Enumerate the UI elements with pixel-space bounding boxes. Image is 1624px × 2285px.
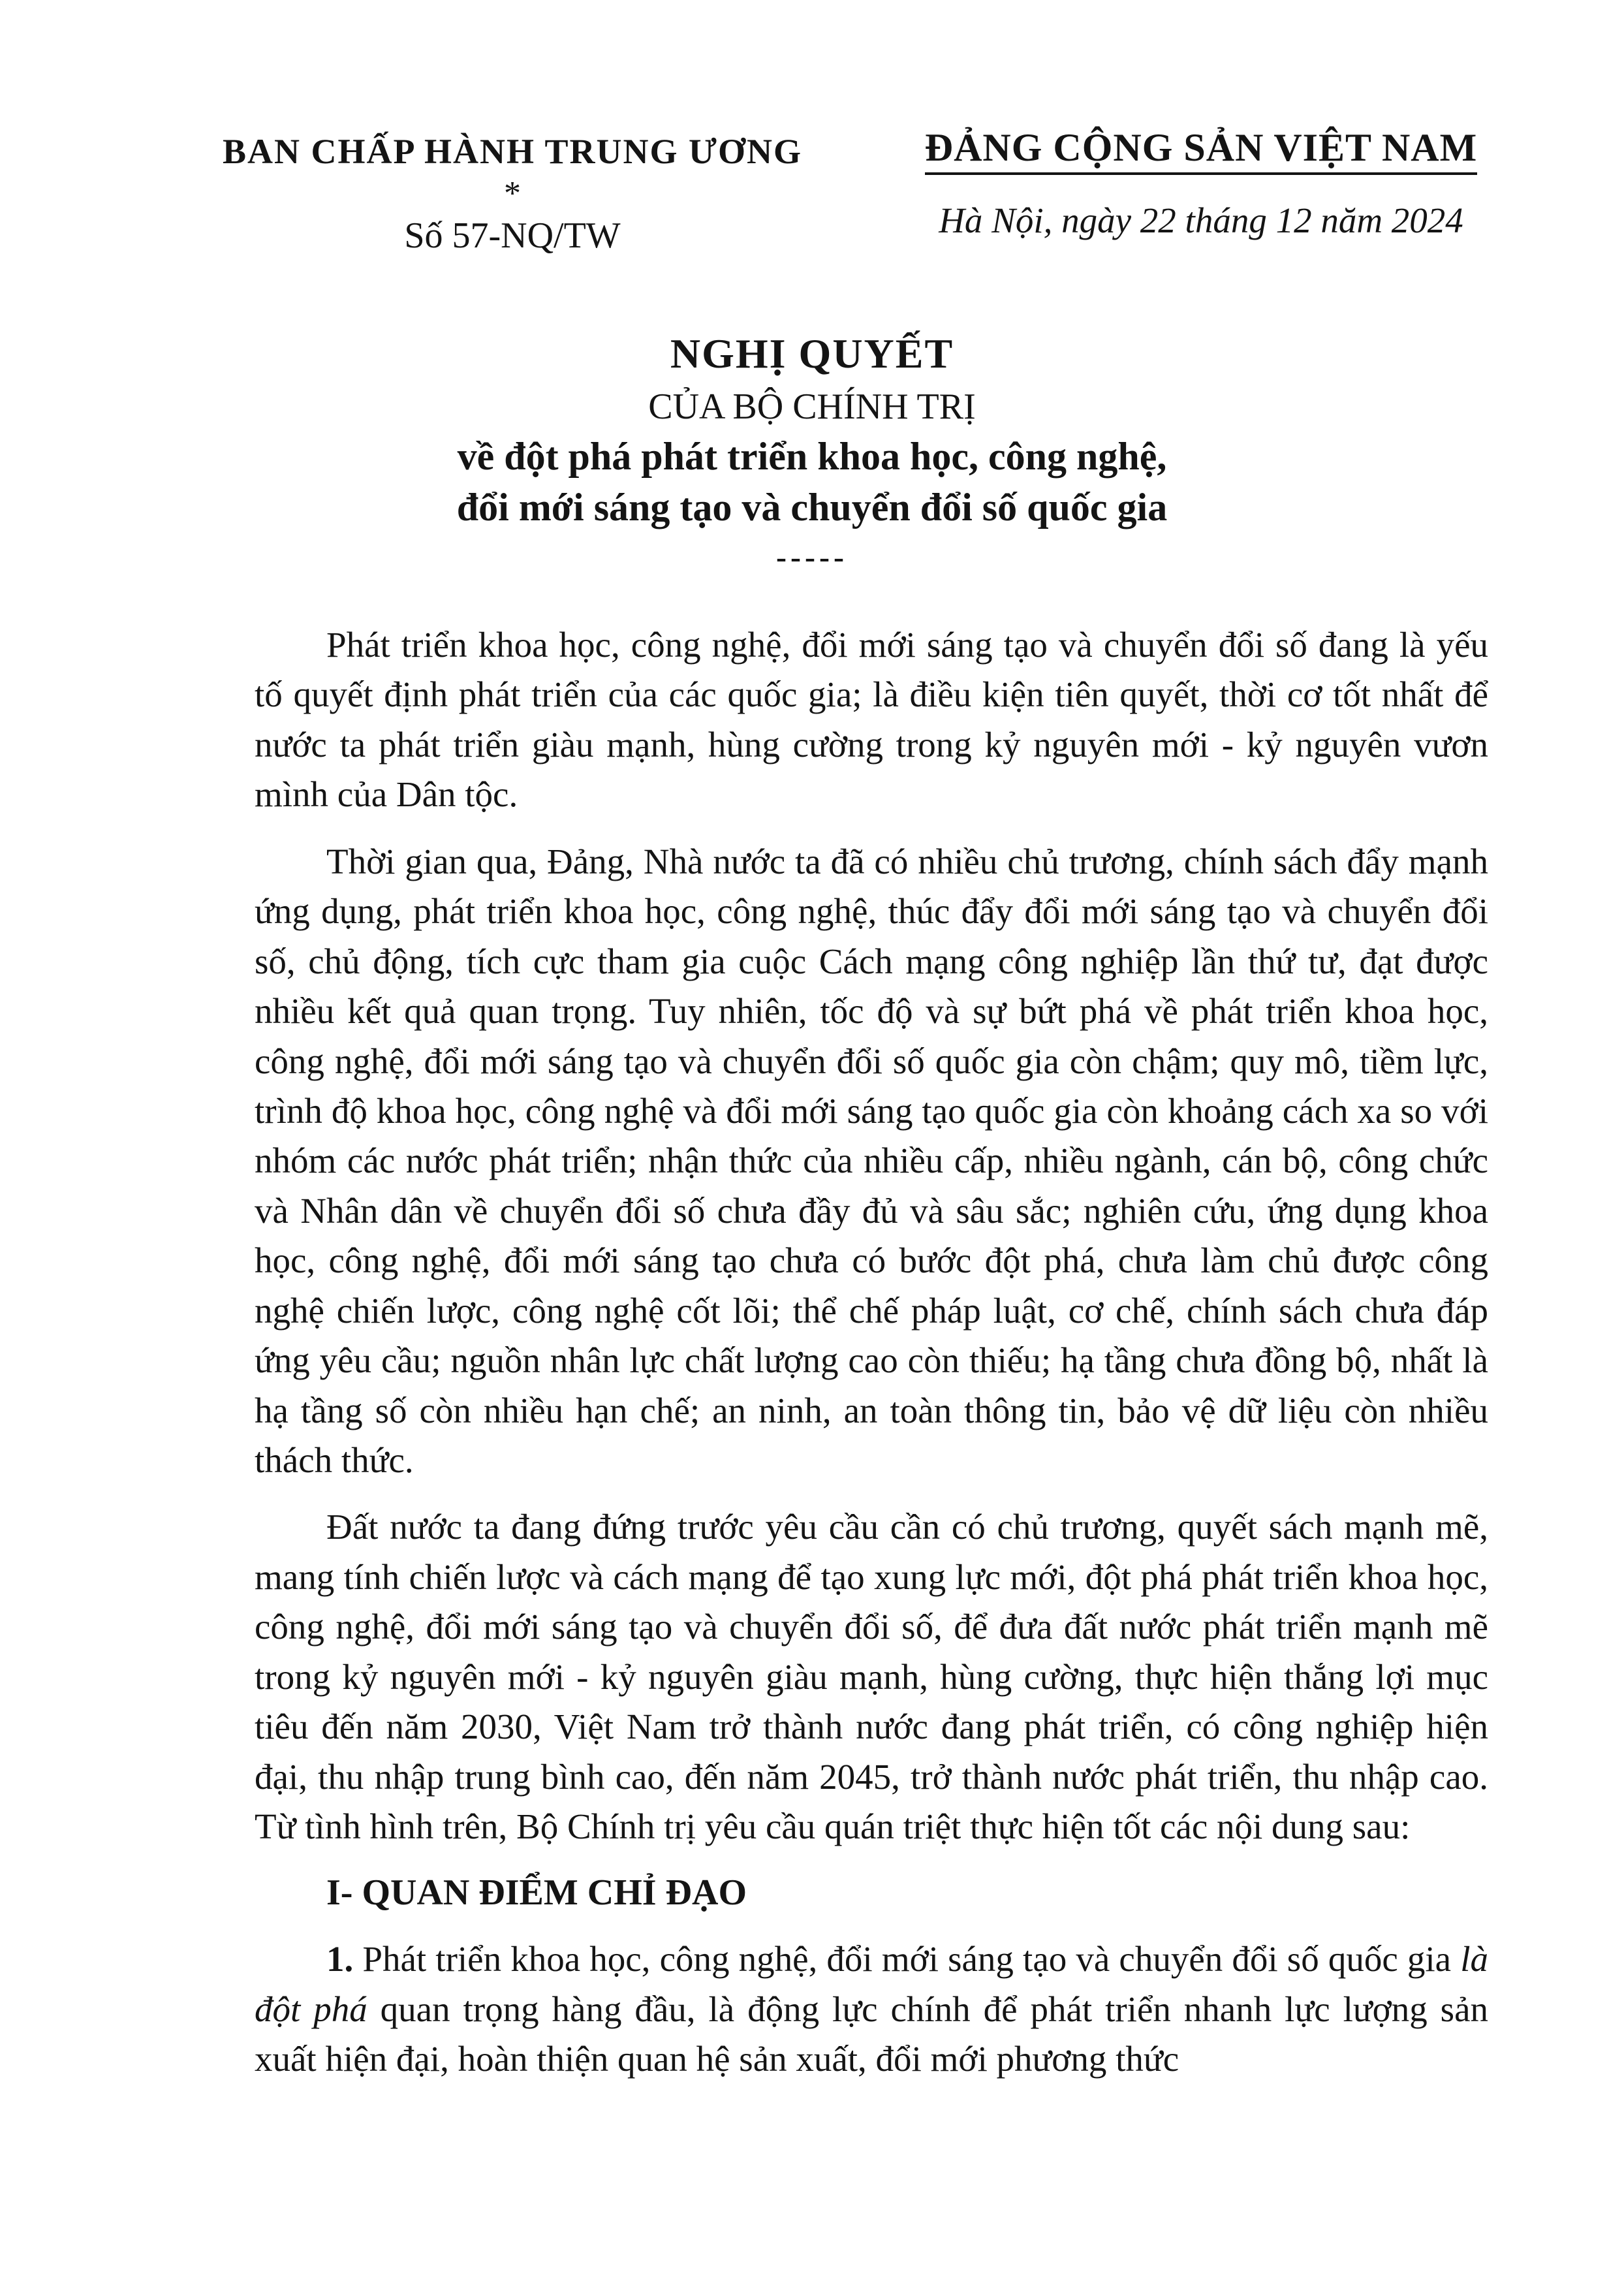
document-number: Số 57-NQ/TW (404, 215, 621, 256)
subject-line-1: về đột phá phát triển khoa học, công nghệ, (457, 434, 1167, 478)
header-left (189, 131, 835, 257)
paragraph: Đất nước ta đang đứng trước yêu cầu cần có chủ trương, quyết sách mạnh mẽ, mang tính chiến lược và cách mạng để tạo xung lực mới, đột phá phát triển khoa học, công nghệ, đổi mới sáng tạo và chuyển đổi số, để đưa đất nước phát triển mạnh mẽ trong kỷ nguyên mới - kỷ nguyên giàu mạnh, hùng cường, thực hiện thắng lợi mục tiêu đến năm 2030, Việt Nam trở thành nước đang phát triển, có công nghiệp hiện đại, thu nhập trung bình cao, đến năm 2045, trở thành nước phát triển, thu nhập cao. Từ tình hình trên, Bộ Chính trị yêu cầu quán triệt thực hiện tốt các nội dung sau: (255, 1507, 1488, 1847)
paragraph: Phát triển khoa học, công nghệ, đổi mới sáng tạo và chuyển đổi số đang là yếu tố quyết định phát triển của các quốc gia; là điều kiện tiên quyết, thời cơ tốt nhất để nước ta phát triển giàu mạnh, hùng cường trong kỷ nguyên mới - kỷ nguyên vươn mình của Dân tộc. (255, 625, 1488, 815)
issuing-body: BAN CHẤP HÀNH TRUNG ƯƠNG (222, 132, 803, 171)
document-type: NGHỊ QUYẾT (670, 330, 954, 377)
subject-line-2: đổi mới sáng tạo và chuyển đổi số quốc gia (456, 485, 1168, 529)
numbered-item (255, 1934, 1488, 2084)
title-block (0, 326, 1624, 573)
title-separator: ----- (776, 539, 848, 575)
document-body (255, 620, 1488, 2102)
item-text-end: quan trọng hàng đầu, là động lực chính để phát triển nhanh lực lượng sản xuất hiện đại, hoàn thiện quan hệ sản xuất, đổi mới phương thức (255, 1989, 1489, 2079)
issuer-line: CỦA BỘ CHÍNH TRỊ (648, 386, 976, 428)
party-name: ĐẢNG CỘNG SẢN VIỆT NAM (925, 124, 1478, 175)
item-number: 1. (326, 1939, 354, 1979)
star-separator: * (504, 174, 521, 212)
header-right (894, 124, 1508, 241)
item-text-start: Phát triển khoa học, công nghệ, đổi mới sáng tạo và chuyển đổi số quốc gia (353, 1939, 1461, 1979)
place-date: Hà Nội, ngày 22 tháng 12 năm 2024 (939, 200, 1463, 240)
item-emphasis: là đột phá (255, 1939, 1488, 2029)
section-heading: I- QUAN ĐIỂM CHỈ ĐẠO (326, 1872, 747, 1913)
paragraph: Thời gian qua, Đảng, Nhà nước ta đã có nhiều chủ trương, chính sách đẩy mạnh ứng dụng, phát triển khoa học, công nghệ, thúc đẩy đổi mới sáng tạo và chuyển đổi số, chủ động, tích cực tham gia cuộc Cách mạng công nghiệp lần thứ tư, đạt được nhiều kết quả quan trọng. Tuy nhiên, tốc độ và sự bứt phá về phát triển khoa học, công nghệ, đổi mới sáng tạo và chuyển đổi số quốc gia còn chậm; quy mô, tiềm lực, trình độ khoa học, công nghệ và đổi mới sáng tạo quốc gia còn khoảng cách xa so với nhóm các nước phát triển; nhận thức của nhiều cấp, nhiều ngành, cán bộ, công chức và Nhân dân về chuyển đổi số chưa đầy đủ và sâu sắc; nghiên cứu, ứng dụng khoa học, công nghệ, đổi mới sáng tạo chưa có bước đột phá, chưa làm chủ được công nghệ chiến lược, công nghệ cốt lõi; thể chế pháp luật, cơ chế, chính sách chưa đáp ứng yêu cầu; nguồn nhân lực chất lượng cao còn thiếu; hạ tầng chưa đồng bộ, nhất là hạ tầng số còn nhiều hạn chế; an ninh, an toàn thông tin, bảo vệ dữ liệu còn nhiều thách thức. (255, 841, 1488, 1480)
